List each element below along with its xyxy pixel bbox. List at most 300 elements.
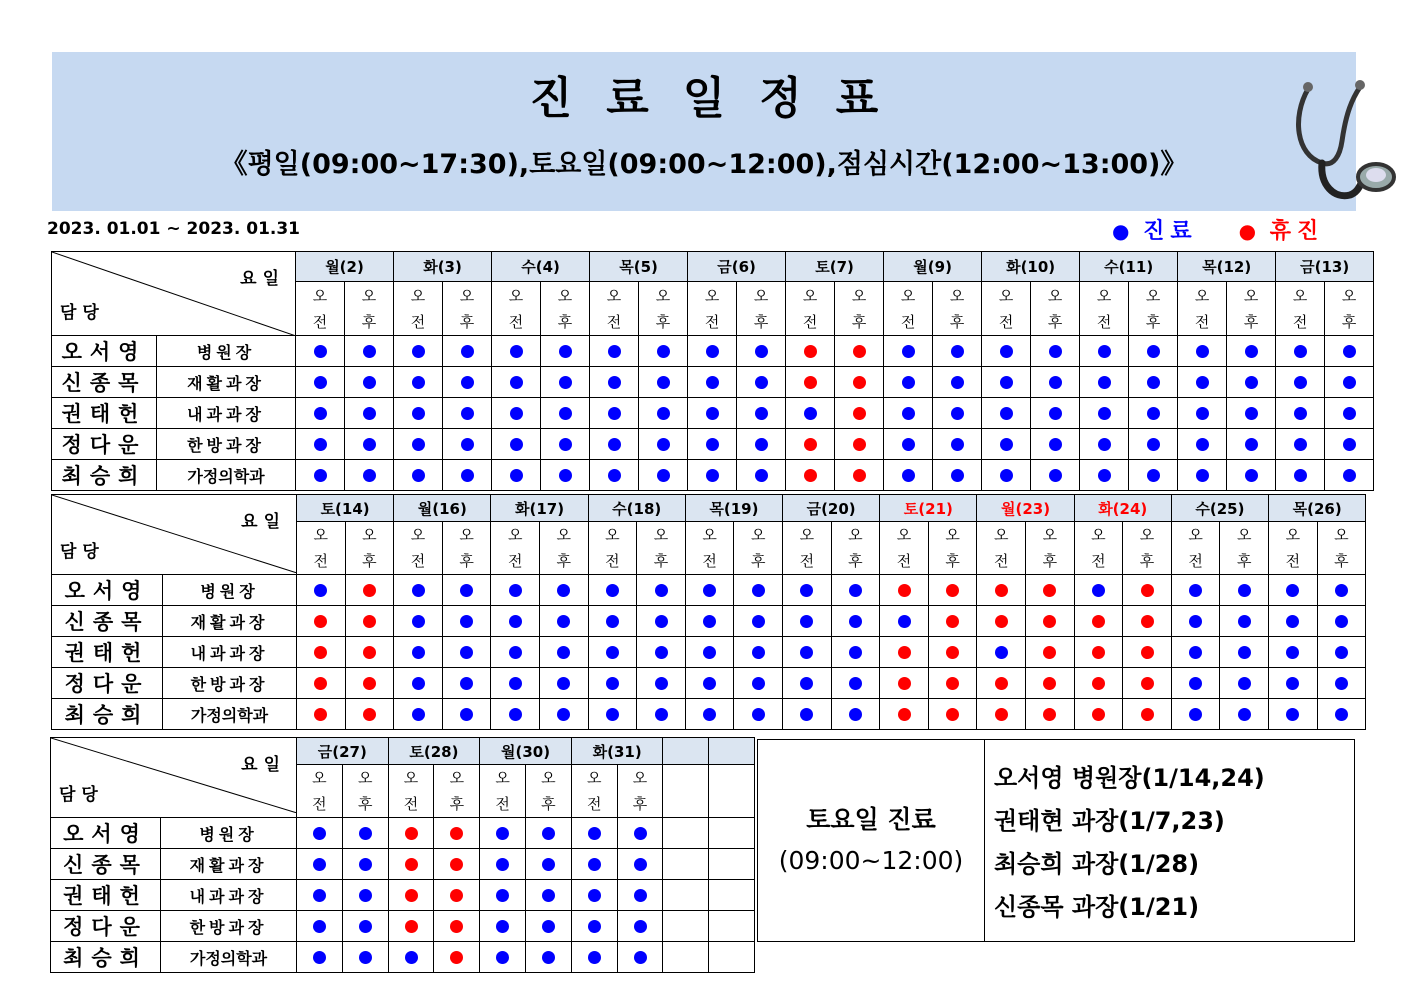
schedule-cell	[296, 460, 345, 491]
saturday-clinic-title: 토요일 진료	[806, 805, 936, 834]
corner-header	[52, 252, 296, 336]
open-dot-icon	[460, 646, 473, 659]
schedule-cell	[388, 818, 434, 849]
open-dot-icon	[800, 615, 813, 628]
schedule-cell	[1080, 367, 1129, 398]
schedule-cell	[345, 398, 394, 429]
open-dot-icon	[559, 376, 572, 389]
open-dot-icon	[706, 469, 719, 482]
open-dot-icon	[542, 827, 555, 840]
empty-day-header	[709, 738, 755, 765]
day-header: 수(18)	[588, 495, 685, 522]
open-dot-icon	[412, 376, 425, 389]
open-dot-icon	[314, 469, 327, 482]
open-dot-icon	[461, 345, 474, 358]
open-dot-icon	[655, 584, 668, 597]
schedule-cell	[734, 668, 783, 699]
schedule-table-3	[50, 737, 755, 973]
closed-dot-icon	[1043, 677, 1056, 690]
schedule-cell	[884, 367, 933, 398]
schedule-cell	[296, 336, 345, 367]
pm-header	[734, 522, 783, 575]
empty-day-header	[663, 738, 709, 765]
open-dot-icon	[657, 345, 670, 358]
open-dot-icon	[898, 615, 911, 628]
open-dot-icon	[363, 376, 376, 389]
schedule-cell	[884, 398, 933, 429]
schedule-cell	[1317, 668, 1366, 699]
pm-header	[831, 522, 880, 575]
am-header	[783, 522, 832, 575]
schedule-cell	[1220, 606, 1269, 637]
schedule-cell	[734, 699, 783, 730]
am-label-bottom: 전	[586, 795, 602, 813]
empty-cell	[663, 880, 709, 911]
open-dot-icon	[706, 438, 719, 451]
pm-label-top: 오	[653, 526, 669, 544]
open-dot-icon	[496, 858, 509, 871]
pm-header	[1031, 282, 1080, 336]
schedule-cell	[541, 336, 590, 367]
pm-label-bottom: 후	[1341, 312, 1357, 331]
open-dot-icon	[1238, 584, 1251, 597]
am-header	[590, 282, 639, 336]
open-dot-icon	[460, 615, 473, 628]
schedule-cell	[526, 818, 572, 849]
schedule-cell	[1317, 606, 1366, 637]
schedule-table-2	[51, 494, 1366, 730]
closed-dot-icon	[804, 376, 817, 389]
doctor-role: 재활과장	[161, 849, 297, 880]
schedule-cell	[831, 668, 880, 699]
schedule-cell	[688, 398, 737, 429]
open-dot-icon	[1189, 615, 1202, 628]
schedule-cell	[1080, 460, 1129, 491]
am-label-top: 오	[1285, 526, 1301, 544]
doctor-role: 가정의학과	[161, 942, 297, 973]
pm-label-top: 오	[557, 286, 573, 305]
saturday-clinic-list	[994, 758, 1265, 930]
schedule-cell	[394, 398, 443, 429]
am-header	[1269, 522, 1318, 575]
schedule-cell	[491, 699, 540, 730]
closed-dot-icon	[804, 345, 817, 358]
doctor-role: 내과과장	[163, 637, 297, 668]
open-dot-icon	[1092, 584, 1105, 597]
closed-dot-icon	[804, 438, 817, 451]
schedule-cell	[297, 699, 346, 730]
schedule-cell	[1227, 367, 1276, 398]
open-dot-icon	[557, 584, 570, 597]
am-header	[1178, 282, 1227, 336]
saturday-clinic-header	[758, 740, 985, 941]
open-dot-icon	[703, 615, 716, 628]
open-dot-icon	[752, 615, 765, 628]
schedule-cell	[590, 398, 639, 429]
saturday-clinic-box	[757, 739, 1355, 942]
schedule-cell	[734, 637, 783, 668]
schedule-cell	[637, 699, 686, 730]
pm-label-bottom: 후	[750, 552, 766, 570]
empty-cell	[709, 849, 755, 880]
day-header: 화(17)	[491, 495, 588, 522]
closed-dot-icon	[804, 469, 817, 482]
day-header: 화(31)	[571, 738, 663, 765]
doctor-name: 정다운	[52, 429, 157, 460]
schedule-cell	[571, 880, 617, 911]
open-dot-icon	[313, 858, 326, 871]
open-dot-icon	[412, 615, 425, 628]
schedule-cell	[296, 429, 345, 460]
open-dot-icon	[542, 858, 555, 871]
pm-header	[434, 765, 480, 818]
schedule-cell	[443, 398, 492, 429]
pm-label-bottom: 후	[655, 312, 671, 331]
empty-cell	[663, 911, 709, 942]
open-dot-icon	[542, 889, 555, 902]
am-label-bottom: 전	[1188, 552, 1203, 570]
am-label-bottom: 전	[896, 552, 912, 570]
am-header	[1074, 522, 1123, 575]
table-row	[52, 606, 1366, 637]
schedule-cell	[982, 336, 1031, 367]
saturday-entry: 신종목 과장(1/21)	[994, 893, 1200, 921]
open-dot-icon	[703, 708, 716, 721]
schedule-cell	[443, 429, 492, 460]
schedule-cell	[480, 849, 526, 880]
schedule-cell	[297, 849, 343, 880]
schedule-cell	[394, 367, 443, 398]
open-dot-icon	[800, 646, 813, 659]
open-dot-icon	[1147, 438, 1160, 451]
open-dot-icon	[755, 407, 768, 420]
am-label-bottom: 전	[1091, 552, 1106, 570]
am-label-top: 오	[702, 526, 717, 544]
stethoscope-icon	[1290, 77, 1400, 205]
doctor-name: 신종목	[51, 849, 161, 880]
schedule-cell	[1026, 637, 1075, 668]
schedule-cell	[982, 367, 1031, 398]
schedule-cell	[639, 336, 688, 367]
schedule-cell	[296, 398, 345, 429]
open-dot-icon	[557, 615, 570, 628]
doctor-role: 한방과장	[157, 429, 296, 460]
open-dot-icon	[557, 646, 570, 659]
am-label-top: 오	[410, 526, 426, 544]
schedule-cell	[491, 575, 540, 606]
schedule-cell	[588, 637, 637, 668]
schedule-cell	[541, 429, 590, 460]
schedule-cell	[1026, 668, 1075, 699]
schedule-cell	[880, 699, 929, 730]
open-dot-icon	[412, 407, 425, 420]
am-label-top: 오	[998, 286, 1014, 305]
open-dot-icon	[755, 376, 768, 389]
open-dot-icon	[1000, 345, 1013, 358]
open-dot-icon	[1286, 708, 1299, 721]
pm-header	[1026, 522, 1075, 575]
schedule-cell	[933, 367, 982, 398]
day-header: 월(9)	[884, 252, 982, 282]
closed-dot-icon	[450, 889, 463, 902]
empty-cell	[663, 849, 709, 880]
open-dot-icon	[412, 646, 425, 659]
doctor-role: 병원장	[163, 575, 297, 606]
am-label-top: 오	[704, 286, 720, 305]
schedule-cell	[394, 606, 443, 637]
open-dot-icon	[559, 438, 572, 451]
am-label-bottom: 전	[1285, 552, 1301, 570]
pm-header	[933, 282, 982, 336]
doctor-name: 최승희	[52, 460, 157, 491]
schedule-cell	[571, 849, 617, 880]
am-header	[480, 765, 526, 818]
schedule-cell	[492, 429, 541, 460]
open-dot-icon	[1335, 615, 1348, 628]
schedule-cell	[928, 637, 977, 668]
pm-label-bottom: 후	[1139, 552, 1155, 570]
day-header: 수(11)	[1080, 252, 1178, 282]
open-dot-icon	[412, 677, 425, 690]
open-dot-icon	[1238, 615, 1251, 628]
am-header	[982, 282, 1031, 336]
saturday-entry: 권태현 과장(1/7,23)	[994, 807, 1225, 835]
open-dot-icon	[1294, 407, 1307, 420]
open-dot-icon	[706, 376, 719, 389]
schedule-cell	[1026, 699, 1075, 730]
schedule-cell	[443, 367, 492, 398]
empty-cell	[709, 818, 755, 849]
pm-header	[540, 522, 589, 575]
open-dot-icon	[1343, 469, 1356, 482]
open-dot-icon	[1294, 438, 1307, 451]
pm-label-bottom: 후	[753, 312, 769, 331]
open-dot-icon	[359, 827, 372, 840]
closed-dot-icon	[946, 646, 959, 659]
day-header: 수(25)	[1171, 495, 1268, 522]
closed-dot-icon	[946, 584, 959, 597]
schedule-cell	[1220, 668, 1269, 699]
schedule-cell	[345, 668, 394, 699]
schedule-cell	[345, 637, 394, 668]
schedule-cell	[1080, 429, 1129, 460]
schedule-cell	[434, 880, 480, 911]
closed-dot-icon	[853, 407, 866, 420]
open-dot-icon	[1189, 677, 1202, 690]
schedule-cell	[1031, 460, 1080, 491]
schedule-cell	[434, 849, 480, 880]
open-dot-icon	[608, 438, 621, 451]
table-row	[51, 880, 755, 911]
schedule-cell	[1227, 460, 1276, 491]
schedule-cell	[442, 699, 491, 730]
open-dot-icon	[1189, 708, 1202, 721]
schedule-cell	[526, 880, 572, 911]
schedule-cell	[617, 880, 663, 911]
corner-day-label: 요일	[241, 512, 286, 532]
am-header	[297, 522, 346, 575]
schedule-cell	[1227, 336, 1276, 367]
am-label-bottom: 전	[410, 312, 426, 331]
schedule-cell	[1074, 668, 1123, 699]
schedule-cell	[831, 575, 880, 606]
open-dot-icon	[755, 438, 768, 451]
schedule-cell	[480, 880, 526, 911]
closed-dot-icon	[853, 438, 866, 451]
schedule-cell	[1317, 637, 1366, 668]
corner-day-label: 요일	[241, 755, 286, 775]
am-label-bottom: 전	[313, 552, 329, 570]
open-dot-icon	[460, 677, 473, 690]
schedule-cell	[617, 911, 663, 942]
open-dot-icon	[608, 407, 621, 420]
pm-label-top: 오	[632, 769, 648, 787]
schedule-cell	[884, 336, 933, 367]
legend	[1112, 214, 1324, 245]
schedule-cell	[526, 911, 572, 942]
closed-dot-icon	[1043, 708, 1056, 721]
schedule-cell	[685, 575, 734, 606]
day-header: 월(2)	[296, 252, 394, 282]
schedule-cell	[345, 575, 394, 606]
am-label-bottom: 전	[799, 552, 815, 570]
schedule-cell	[783, 575, 832, 606]
am-label-bottom: 전	[900, 312, 916, 331]
am-header	[491, 522, 540, 575]
schedule-cell	[345, 606, 394, 637]
open-dot-icon	[849, 677, 862, 690]
am-label-top: 오	[313, 526, 329, 544]
schedule-cell	[1269, 668, 1318, 699]
doctor-name: 오서영	[52, 575, 163, 606]
day-header: 목(12)	[1178, 252, 1276, 282]
doctor-name: 정다운	[52, 668, 163, 699]
schedule-cell	[297, 880, 343, 911]
open-dot-icon	[509, 646, 522, 659]
am-label-top: 오	[312, 286, 328, 305]
page-title: 진료일정표	[529, 73, 913, 124]
open-dot-icon	[1245, 438, 1258, 451]
closed-dot-icon	[363, 677, 376, 690]
pm-label-top: 오	[449, 769, 465, 787]
corner-staff-label: 담당	[60, 542, 105, 562]
pm-label-bottom: 후	[362, 552, 377, 570]
saturday-entry: 최승희 과장(1/28)	[994, 850, 1200, 878]
open-dot-icon	[1196, 345, 1209, 358]
table-row	[52, 398, 1374, 429]
pm-label-top: 오	[655, 286, 671, 305]
am-label-bottom: 전	[1194, 312, 1210, 331]
header-banner	[52, 52, 1356, 211]
schedule-cell	[1178, 398, 1227, 429]
am-label-top: 오	[403, 769, 419, 787]
schedule-cell	[831, 606, 880, 637]
schedule-cell	[880, 606, 929, 637]
open-dot-icon	[405, 951, 418, 964]
open-dot-icon	[461, 438, 474, 451]
closed-dot-icon	[405, 858, 418, 871]
schedule-cell	[835, 367, 884, 398]
open-dot-icon	[606, 646, 619, 659]
pm-header	[443, 282, 492, 336]
open-dot-icon	[1196, 469, 1209, 482]
schedule-cell	[588, 699, 637, 730]
pm-label-bottom: 후	[945, 552, 960, 570]
open-dot-icon	[703, 646, 716, 659]
schedule-cell	[880, 575, 929, 606]
schedule-cell	[345, 699, 394, 730]
open-dot-icon	[703, 677, 716, 690]
open-dot-icon	[752, 646, 765, 659]
schedule-cell	[783, 637, 832, 668]
open-dot-icon	[588, 951, 601, 964]
open-dot-icon	[706, 407, 719, 420]
open-dot-icon	[1286, 615, 1299, 628]
pm-label-bottom: 후	[653, 552, 669, 570]
open-dot-icon	[496, 920, 509, 933]
corner-header	[52, 495, 297, 575]
pm-label-top: 오	[1145, 286, 1161, 305]
open-dot-icon	[951, 345, 964, 358]
legend-open-label: 진료	[1143, 219, 1198, 244]
schedule-cell	[434, 911, 480, 942]
open-dot-icon	[1343, 345, 1356, 358]
open-dot-icon	[363, 407, 376, 420]
schedule-cell	[982, 429, 1031, 460]
open-dot-icon	[313, 827, 326, 840]
open-dot-icon	[849, 584, 862, 597]
open-dot-icon	[509, 708, 522, 721]
closed-dot-icon	[314, 646, 327, 659]
am-label-top: 오	[1096, 286, 1112, 305]
am-label-bottom: 전	[312, 795, 327, 813]
schedule-cell	[342, 942, 388, 973]
schedule-cell	[737, 429, 786, 460]
pm-label-top: 오	[848, 526, 863, 544]
open-dot-icon	[657, 469, 670, 482]
open-dot-icon	[588, 858, 601, 871]
schedule-cell	[1276, 398, 1325, 429]
schedule-cell	[786, 367, 835, 398]
schedule-cell	[491, 637, 540, 668]
open-dot-icon	[1245, 407, 1258, 420]
schedule-cell	[783, 668, 832, 699]
open-dot-icon	[460, 584, 473, 597]
open-dot-icon	[608, 469, 621, 482]
open-dot-icon	[1098, 469, 1111, 482]
schedule-cell	[637, 637, 686, 668]
open-dot-icon	[1245, 345, 1258, 358]
doctor-role: 내과과장	[161, 880, 297, 911]
schedule-cell	[1325, 367, 1374, 398]
empty-cell	[663, 818, 709, 849]
day-header: 목(19)	[685, 495, 782, 522]
pm-label-top: 오	[362, 526, 377, 544]
open-dot-icon	[1147, 376, 1160, 389]
schedule-cell	[1325, 398, 1374, 429]
closed-dot-icon	[1141, 708, 1154, 721]
open-dot-icon	[314, 407, 327, 420]
open-dot-icon	[557, 708, 570, 721]
closed-dot-icon	[853, 376, 866, 389]
open-dot-icon	[634, 858, 647, 871]
open-dot-icon	[902, 376, 915, 389]
saturday-entry: 오서영 병원장(1/14,24)	[994, 764, 1265, 792]
schedule-cell	[1129, 336, 1178, 367]
am-header	[977, 522, 1026, 575]
doctor-role: 병원장	[161, 818, 297, 849]
schedule-cell	[1171, 606, 1220, 637]
